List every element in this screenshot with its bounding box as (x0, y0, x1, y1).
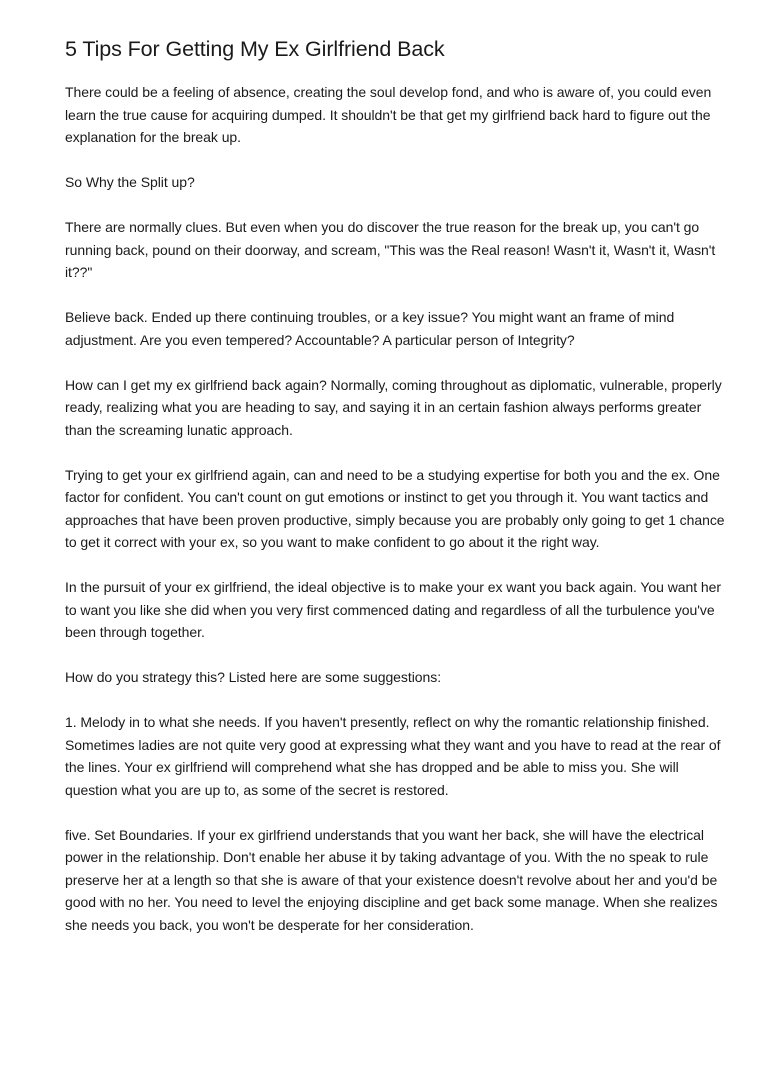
document-title: 5 Tips For Getting My Ex Girlfriend Back (65, 37, 445, 61)
paragraph-pursuit: In the pursuit of your ex girlfriend, the ideal objective is to make your ex want you back again. You want her to want you like she did when you very first commenced dating and regardless of all the turbulence you've been through together. (65, 579, 721, 640)
paragraph-believe-back: Believe back. Ended up there continuing troubles, or a key issue? You might want an frame of mind adjustment. Are you even tempered? Accountable? A particular person of Integrity? (65, 309, 675, 348)
paragraph-how-can-i: How can I get my ex girlfriend back again? Normally, coming throughout as diplomatic, vulnerable, properly ready, realizing what you are heading to say, and saying it in an certain fashion always performs greater than the screaming lunatic approach. (65, 376, 722, 438)
paragraph-split-question: So Why the Split up? (65, 174, 195, 190)
paragraph-intro: There could be a feeling of absence, creating the soul develop fond, and who is aware of, you could even learn the true cause for acquiring dumped. It shouldn't be that get my girlfriend back hard to figure out the explanation for the break up. (65, 84, 712, 145)
document-body (65, 36, 725, 959)
paragraph-trying: Trying to get your ex girlfriend again, can and need to be a studying expertise for both you and the ex. One factor for confident. You can't count on gut emotions or instinct to get you through it. You want tactics and approaches that have been proven productive, simply because you are probably only going to get 1 chance to get it correct with your ex, so you want to make confident to go about it the right way. (65, 466, 725, 550)
paragraph-strategy: How do you strategy this? Listed here are some suggestions: (65, 669, 442, 685)
paragraph-clues: There are normally clues. But even when you do discover the true reason for the break up, you can't go running back, pound on their doorway, and scream, "This was the Real reason! Wasn't it, Wasn't it, Wasn't it??" (65, 219, 716, 280)
paragraph-tip-boundaries: five. Set Boundaries. If your ex girlfriend understands that you want her back, she will have the electrical power in the relationship. Don't enable her abuse it by taking advantage of you. With the no speak to rule preserve her at a length so that she is aware of that your existence doesn't revolve about her and you'd be good with no her. You need to level the enjoying discipline and get back some manage. When she realizes she needs you back, you won't be desperate for her consideration. (65, 826, 718, 933)
paragraph-tip-melody: 1. Melody in to what she needs. If you haven't presently, reflect on why the romantic relationship finished. Sometimes ladies are not quite very good at expressing what they want and you have to read at the rear of the lines. Your ex girlfriend will comprehend what she has dropped and be able to miss you. She will question what you are up to, as some of the secret is restored. (65, 714, 721, 798)
